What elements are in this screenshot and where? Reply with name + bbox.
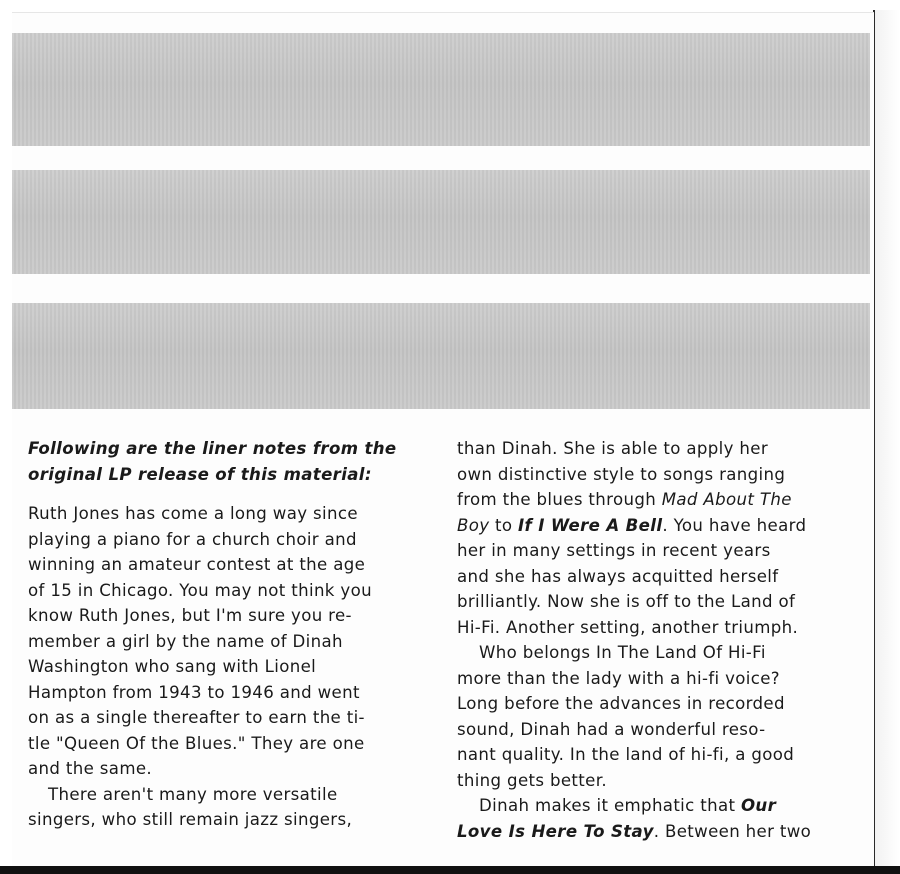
- body-line: tle "Queen Of the Blues." They are one: [28, 733, 365, 753]
- body-line: singers, who still remain jazz singers,: [28, 810, 353, 829]
- scan-bottom-edge: [0, 866, 900, 874]
- body-line: than Dinah. She is able to apply her: [457, 439, 769, 458]
- text-run: to: [489, 515, 519, 535]
- liner-notes-right-column: [457, 436, 837, 844]
- body-line: Long before the advances in recorded: [457, 694, 785, 713]
- song-title: Boy: [457, 515, 490, 535]
- gray-band-middle: [12, 170, 870, 274]
- body-line: sound, Dinah had a wonderful reso-: [457, 719, 766, 739]
- body-line: [457, 513, 837, 539]
- body-line: and she has always acquitted herself: [457, 566, 779, 586]
- gray-band-bottom: [12, 303, 870, 409]
- body-line: Hampton from 1943 to 1946 and went: [28, 682, 360, 702]
- body-line: playing a piano for a church choir and: [28, 529, 357, 549]
- body-line: and the same.: [28, 759, 153, 778]
- body-line: [457, 793, 837, 819]
- body-line: own distinctive style to songs ranging: [457, 464, 786, 484]
- body-line: winning an amateur contest at the age: [28, 555, 366, 574]
- body-line: Who belongs In The Land Of Hi-Fi: [479, 643, 766, 662]
- body-line: Ruth Jones has come a long way since: [28, 504, 358, 523]
- song-title: If I Were A Bell: [518, 515, 663, 535]
- body-line: member a girl by the name of Dinah: [28, 631, 343, 651]
- song-title: Mad About The: [661, 490, 792, 509]
- intro-heading-line-2: original LP release of this material:: [28, 464, 372, 484]
- body-line: know Ruth Jones, but I'm sure you re-: [28, 606, 352, 625]
- body-line: Washington who sang with Lionel: [28, 657, 317, 676]
- body-line: Hi-Fi. Another setting, another triumph.: [457, 617, 799, 637]
- page-edge-strip: [875, 10, 900, 866]
- body-line: nant quality. In the land of hi-fi, a good: [457, 745, 795, 764]
- liner-notes-left-column: [28, 436, 420, 833]
- text-run: . You have heard: [662, 515, 807, 535]
- body-line: [457, 819, 837, 845]
- text-run: from the blues through: [457, 490, 662, 509]
- body-line: [457, 487, 837, 513]
- body-line: on as a single thereafter to earn the ti-: [28, 708, 365, 727]
- text-run: Dinah makes it emphatic that: [479, 796, 741, 815]
- body-line: brilliantly. Now she is off to the Land of: [457, 592, 796, 611]
- body-line: thing gets better.: [457, 770, 607, 790]
- text-run: . Between her two: [653, 821, 812, 841]
- body-line: her in many settings in recent years: [457, 541, 771, 560]
- body-line: of 15 in Chicago. You may not think you: [28, 580, 372, 600]
- body-line: There aren't many more versatile: [48, 784, 338, 804]
- gray-band-top: [12, 33, 870, 146]
- intro-heading-line-1: Following are the liner notes from the: [28, 439, 397, 458]
- song-title: Our: [740, 796, 777, 815]
- song-title: Love Is Here To Stay: [457, 821, 654, 841]
- paragraph-gap: [28, 487, 420, 501]
- body-line: more than the lady with a hi-fi voice?: [457, 668, 780, 688]
